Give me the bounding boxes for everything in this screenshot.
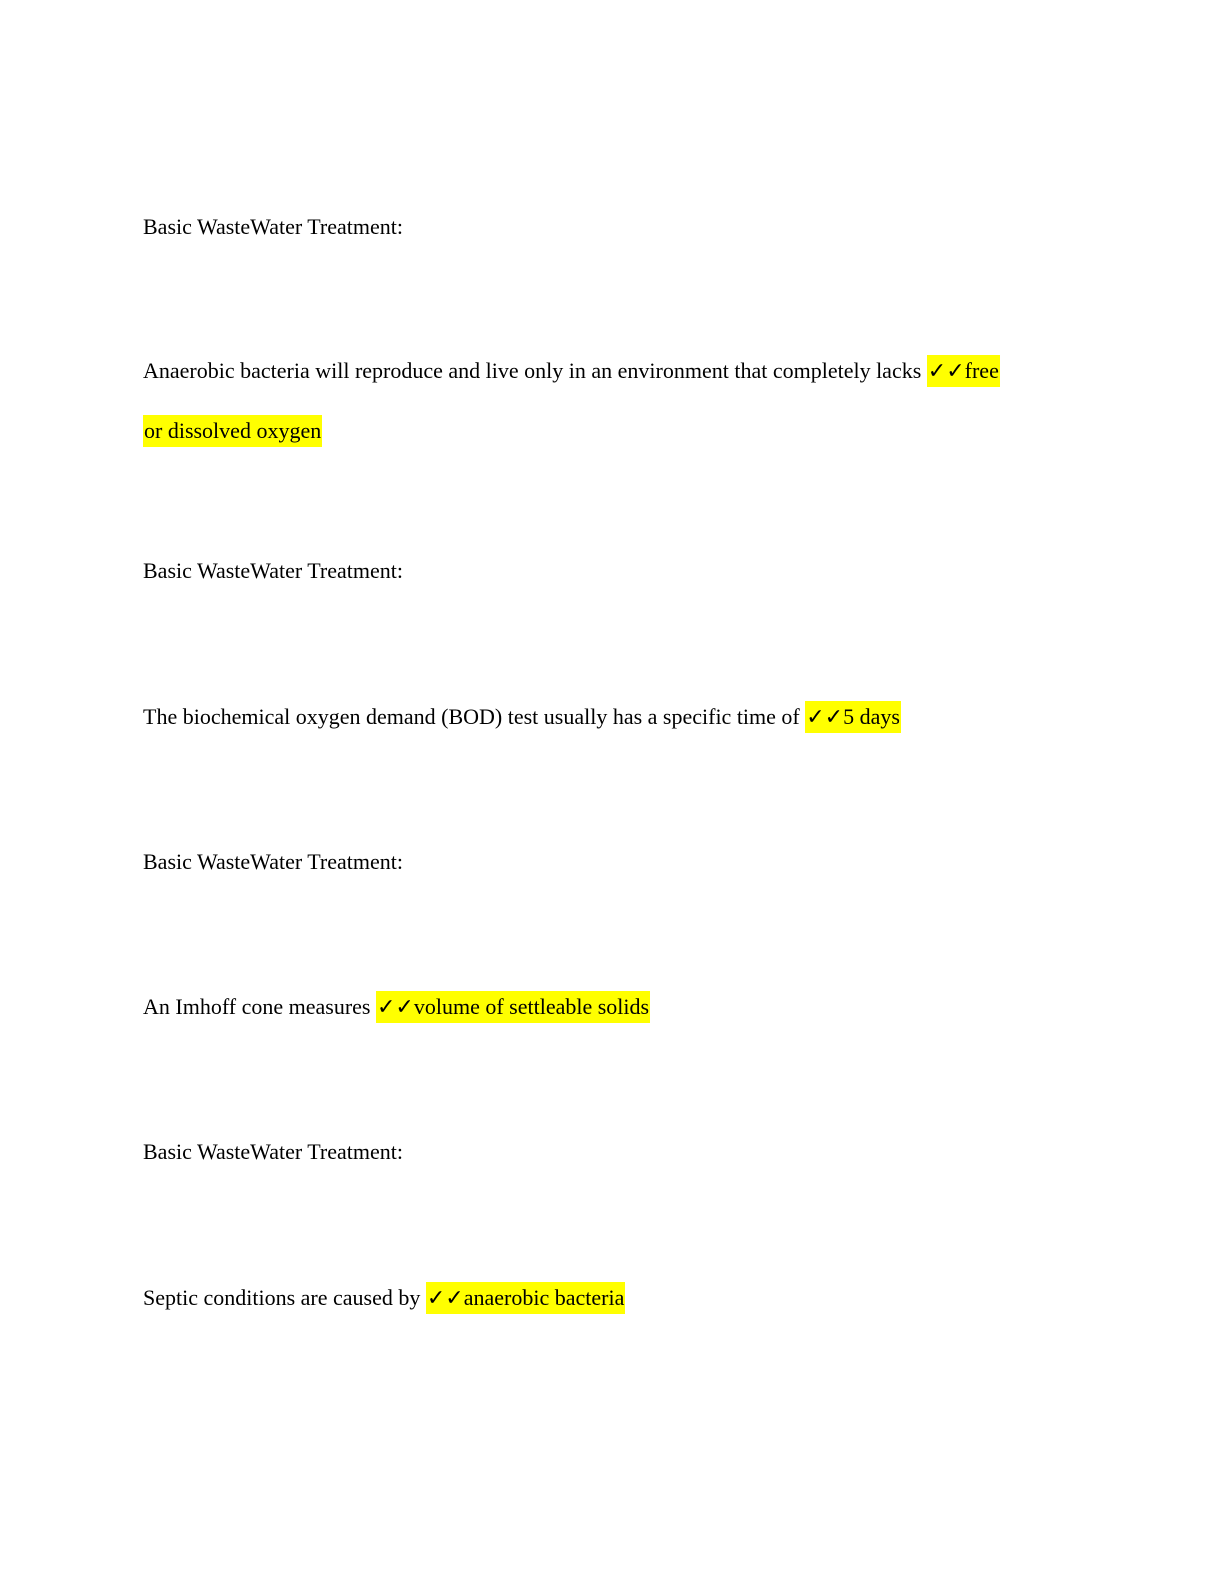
question-line bbox=[143, 991, 650, 1024]
section-heading bbox=[143, 1136, 403, 1168]
heading-text: Basic WasteWater Treatment: bbox=[143, 558, 403, 583]
answer-text: volume of settleable solids bbox=[413, 994, 650, 1019]
question-line bbox=[143, 701, 901, 734]
question-line bbox=[143, 355, 1000, 388]
answer-text: or dissolved oxygen bbox=[144, 418, 322, 443]
checkmark-icon: ✓✓ bbox=[376, 995, 414, 1020]
answer-highlight bbox=[805, 701, 901, 733]
answer-highlight bbox=[426, 1282, 625, 1314]
heading-text: Basic WasteWater Treatment: bbox=[143, 1139, 403, 1164]
question-text: The biochemical oxygen demand (BOD) test usually has a specific time of bbox=[143, 704, 806, 729]
answer-text: anaerobic bacteria bbox=[463, 1285, 625, 1310]
section-heading bbox=[143, 211, 403, 243]
question-text: An Imhoff cone measures bbox=[143, 994, 376, 1019]
checkmark-icon: ✓✓ bbox=[806, 705, 844, 730]
answer-highlight bbox=[143, 415, 322, 447]
section-heading bbox=[143, 846, 403, 878]
answer-text: 5 days bbox=[843, 704, 900, 729]
heading-text: Basic WasteWater Treatment: bbox=[143, 214, 403, 239]
answer-continuation-line bbox=[143, 415, 322, 447]
checkmark-icon: ✓✓ bbox=[927, 359, 965, 384]
checkmark-icon: ✓✓ bbox=[426, 1286, 464, 1311]
answer-highlight bbox=[927, 355, 1000, 387]
question-line bbox=[143, 1282, 625, 1315]
heading-text: Basic WasteWater Treatment: bbox=[143, 849, 403, 874]
question-text: Anaerobic bacteria will reproduce and live only in an environment that completely lacks bbox=[143, 358, 927, 383]
answer-text: free bbox=[964, 358, 999, 383]
question-text: Septic conditions are caused by bbox=[143, 1285, 426, 1310]
answer-highlight bbox=[376, 991, 650, 1023]
section-heading bbox=[143, 555, 403, 587]
